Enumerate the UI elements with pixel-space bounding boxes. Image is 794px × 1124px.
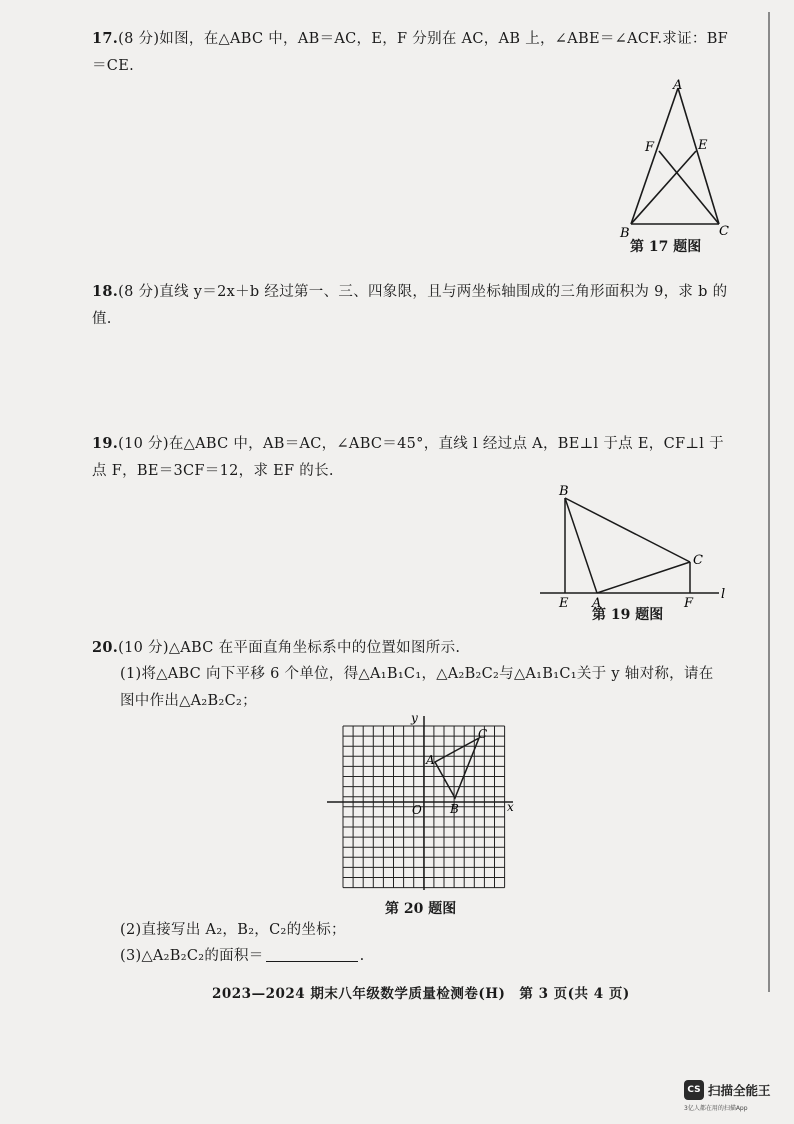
- scanner-watermark: [684, 1080, 784, 1114]
- question-18-number: 18.: [92, 283, 119, 300]
- triangle-abc: [435, 738, 479, 798]
- question-19: [92, 430, 728, 485]
- fig20-label-o: O: [412, 803, 422, 817]
- figure-20-caption: 第 20 题图: [385, 901, 457, 917]
- question-20-points: (10 分): [118, 640, 169, 656]
- scanner-logo-icon: CS: [684, 1080, 704, 1100]
- fig20-label-c: C: [478, 727, 488, 741]
- fig17-label-b: B: [620, 226, 630, 240]
- scanner-app-name: 扫描全能王: [708, 1083, 771, 1098]
- fig19-label-f: F: [684, 596, 694, 611]
- question-18-text: 直线 y＝2x＋b 经过第一、三、四象限，且与两坐标轴围成的三角形面积为 9，求 b 的值.: [92, 284, 728, 327]
- question-20-text: △ABC 在平面直角坐标系中的位置如图所示.: [168, 640, 461, 656]
- question-18: [92, 278, 728, 333]
- question-19-text: 在△ABC 中，AB＝AC，∠ABC＝45°，直线 l 经过点 A，BE⊥l 于点 E，CF⊥l 于点 F，BE＝3CF＝12，求 EF 的长.: [92, 436, 724, 479]
- fig17-label-a: A: [673, 78, 683, 93]
- scanner-tagline: 3亿人都在用的扫描App: [684, 1105, 748, 1112]
- question-19-number: 19.: [92, 435, 119, 452]
- fig19-label-a: A: [592, 596, 602, 611]
- fig20-label-x: x: [507, 800, 514, 814]
- question-18-points: (8 分): [118, 284, 160, 300]
- question-20-part2: (2)直接写出 A₂，B₂，C₂的坐标；: [120, 922, 346, 938]
- fig17-label-f: F: [645, 140, 655, 155]
- question-20-part3-end: .: [359, 948, 365, 964]
- fig19-label-l: l: [721, 587, 726, 602]
- question-17: [92, 25, 728, 80]
- fig19-label-e: E: [559, 596, 569, 611]
- question-20-part3: [120, 943, 728, 970]
- question-19-points: (10 分): [118, 436, 169, 452]
- figure-17: [615, 75, 735, 240]
- fig20-label-a: A: [426, 753, 435, 767]
- page-edge-line: [768, 12, 770, 992]
- question-20-part1: (1)将△ABC 向下平移 6 个单位，得△A₁B₁C₁，△A₂B₂C₂与△A₁B₁C₁关于 y 轴对称，请在图中作出△A₂B₂C₂；: [120, 666, 714, 709]
- fig20-label-b: B: [450, 802, 459, 816]
- question-20: [92, 634, 728, 662]
- fig20-label-y: y: [411, 711, 418, 725]
- figure-19-caption: 第 19 题图: [592, 607, 664, 623]
- fig17-label-c: C: [719, 224, 729, 239]
- figure-17-caption: 第 17 题图: [630, 239, 702, 255]
- question-20-number: 20.: [92, 639, 119, 656]
- figure-20-grid: [325, 710, 520, 895]
- fig19-label-c: C: [693, 553, 703, 568]
- page-footer: 2023—2024 期末八年级数学质量检测卷(H) 第 3 页(共 4 页): [212, 986, 630, 1002]
- question-17-points: (8 分): [118, 31, 160, 47]
- question-17-text: 如图，在△ABC 中，AB＝AC，E，F 分别在 AC，AB 上，∠ABE＝∠ACF.求证：BF＝CE.: [92, 31, 729, 74]
- answer-blank[interactable]: [266, 947, 358, 962]
- question-20-part3-text: (3)△A₂B₂C₂的面积＝: [120, 948, 264, 964]
- question-17-number: 17.: [92, 30, 119, 47]
- fig17-label-e: E: [698, 138, 708, 153]
- figure-19: [535, 480, 735, 612]
- fig19-label-b: B: [559, 484, 569, 499]
